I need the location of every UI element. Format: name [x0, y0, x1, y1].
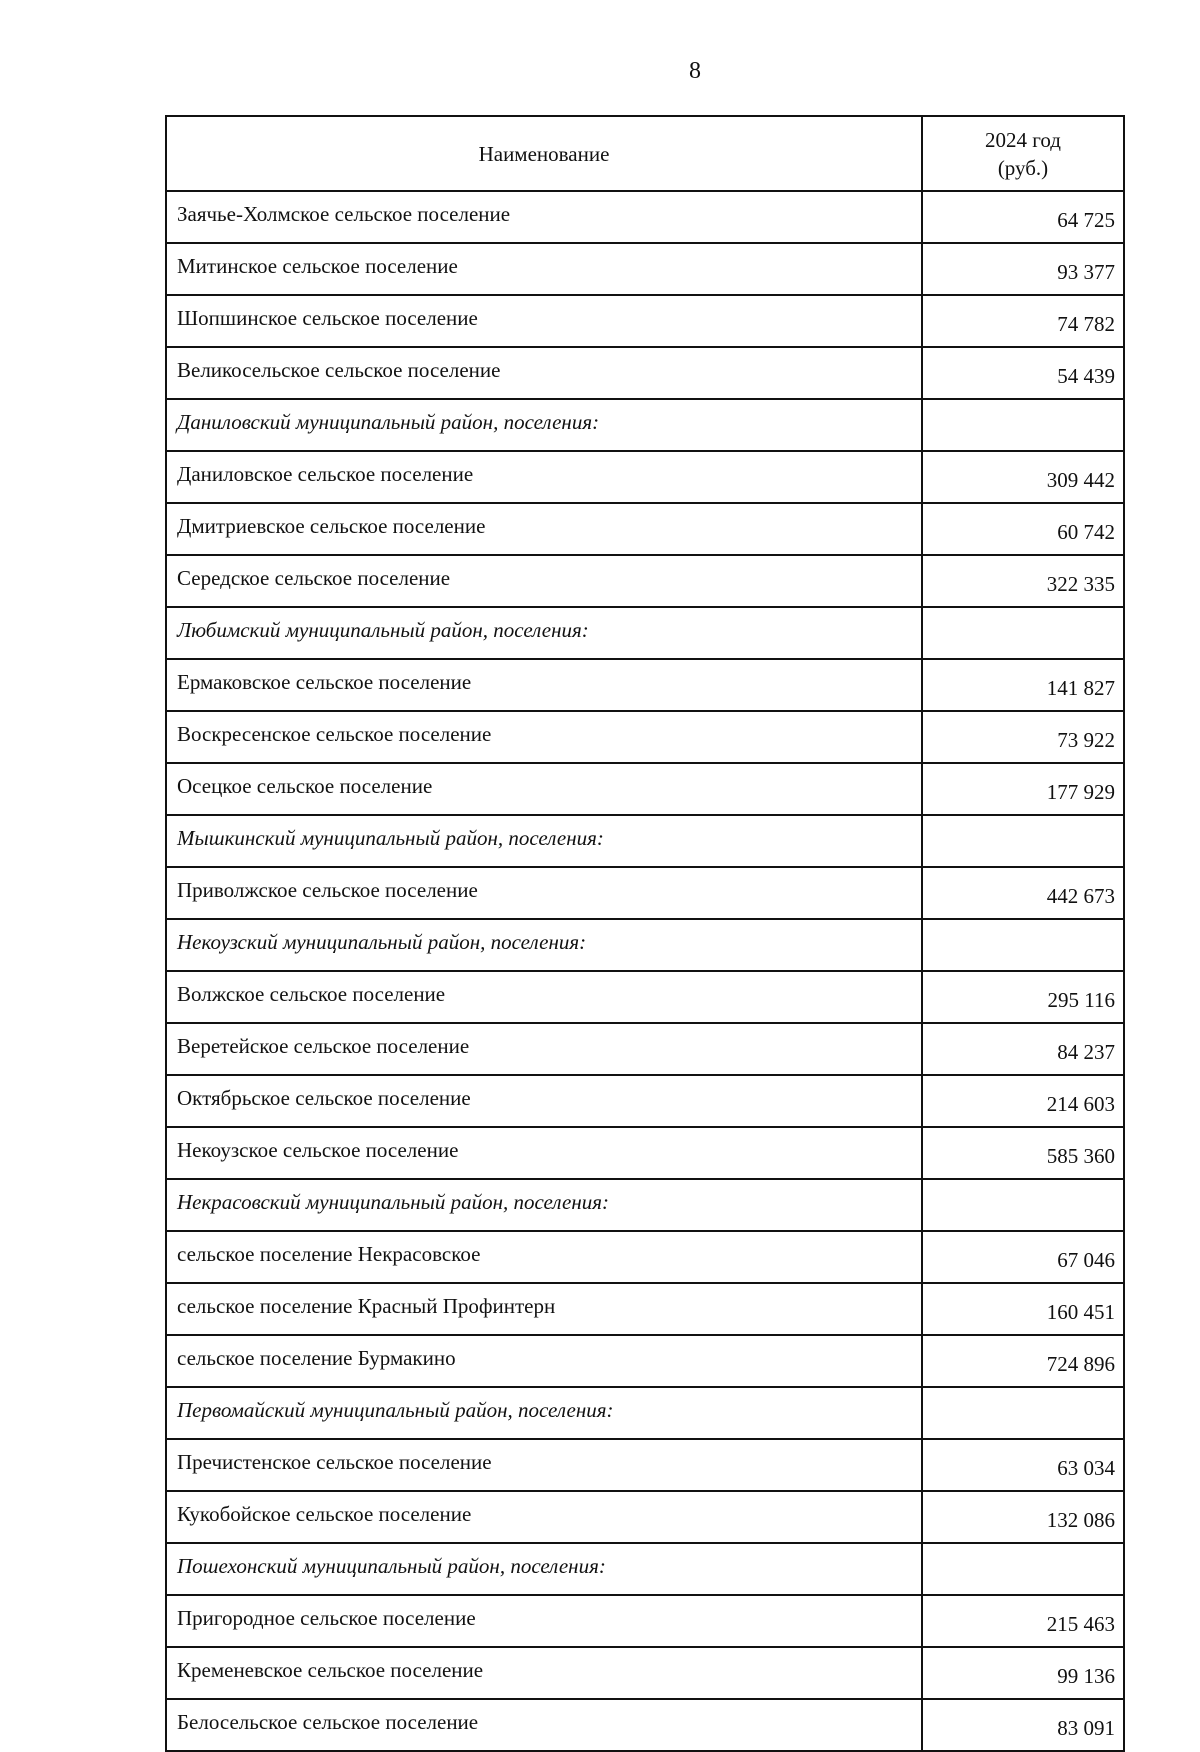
table-row: [166, 1335, 1124, 1387]
settlement-name: Волжское сельское поселение: [166, 971, 922, 1023]
amount-value: 64 725: [922, 191, 1124, 243]
amount-value: 74 782: [922, 295, 1124, 347]
table-row: [166, 191, 1124, 243]
amount-value: 67 046: [922, 1231, 1124, 1283]
table-body: [166, 191, 1124, 1751]
settlement-name: Кременевское сельское поселение: [166, 1647, 922, 1699]
district-row: [166, 1387, 1124, 1439]
settlement-name: Кукобойское сельское поселение: [166, 1491, 922, 1543]
table-row: [166, 555, 1124, 607]
district-row: [166, 815, 1124, 867]
amount-value: 177 929: [922, 763, 1124, 815]
amount-value: 83 091: [922, 1699, 1124, 1751]
settlement-name: Ермаковское сельское поселение: [166, 659, 922, 711]
amount-value: 309 442: [922, 451, 1124, 503]
amount-value: 295 116: [922, 971, 1124, 1023]
district-name: Даниловский муниципальный район, поселения:: [166, 399, 922, 451]
settlement-name: Пригородное сельское поселение: [166, 1595, 922, 1647]
amount-value: 322 335: [922, 555, 1124, 607]
settlement-name: Октябрьское сельское поселение: [166, 1075, 922, 1127]
table-row: [166, 1231, 1124, 1283]
table-row: [166, 503, 1124, 555]
district-name: Первомайский муниципальный район, поселения:: [166, 1387, 922, 1439]
amount-value: 63 034: [922, 1439, 1124, 1491]
amount-value: 60 742: [922, 503, 1124, 555]
district-row: [166, 1179, 1124, 1231]
column-header-year: [922, 116, 1124, 191]
amount-value: 84 237: [922, 1023, 1124, 1075]
amount-value: [922, 1179, 1124, 1231]
table-row: [166, 1023, 1124, 1075]
settlement-name: Пречистенское сельское поселение: [166, 1439, 922, 1491]
table-row: [166, 243, 1124, 295]
amount-value: 73 922: [922, 711, 1124, 763]
district-name: Любимский муниципальный район, поселения:: [166, 607, 922, 659]
settlement-name: сельское поселение Некрасовское: [166, 1231, 922, 1283]
district-row: [166, 1543, 1124, 1595]
amount-value: 141 827: [922, 659, 1124, 711]
district-row: [166, 919, 1124, 971]
district-row: [166, 399, 1124, 451]
settlement-name: Веретейское сельское поселение: [166, 1023, 922, 1075]
table-row: [166, 867, 1124, 919]
settlement-name: Митинское сельское поселение: [166, 243, 922, 295]
table-row: [166, 1439, 1124, 1491]
amount-value: 724 896: [922, 1335, 1124, 1387]
table-row: [166, 763, 1124, 815]
table-row: [166, 1699, 1124, 1751]
table-row: [166, 659, 1124, 711]
table-row: [166, 1075, 1124, 1127]
settlement-name: Заячье-Холмское сельское поселение: [166, 191, 922, 243]
settlement-name: Середское сельское поселение: [166, 555, 922, 607]
amount-value: 93 377: [922, 243, 1124, 295]
table-row: [166, 1127, 1124, 1179]
table-header-row: [166, 116, 1124, 191]
table-row: [166, 711, 1124, 763]
settlement-name: Даниловское сельское поселение: [166, 451, 922, 503]
settlement-name: Воскресенское сельское поселение: [166, 711, 922, 763]
page-number: 8: [689, 58, 701, 84]
table-row: [166, 971, 1124, 1023]
settlement-name: Осецкое сельское поселение: [166, 763, 922, 815]
amount-value: [922, 919, 1124, 971]
amount-value: [922, 399, 1124, 451]
amount-value: 214 603: [922, 1075, 1124, 1127]
settlement-name: Белосельское сельское поселение: [166, 1699, 922, 1751]
settlement-name: Шопшинское сельское поселение: [166, 295, 922, 347]
amount-value: 215 463: [922, 1595, 1124, 1647]
settlement-name: сельское поселение Бурмакино: [166, 1335, 922, 1387]
district-name: Мышкинский муниципальный район, поселения:: [166, 815, 922, 867]
table-row: [166, 451, 1124, 503]
amount-value: 54 439: [922, 347, 1124, 399]
district-name: Некоузский муниципальный район, поселения:: [166, 919, 922, 971]
budget-table: [165, 115, 1125, 1752]
column-header-name: Наименование: [166, 116, 922, 191]
district-name: Пошехонский муниципальный район, поселения:: [166, 1543, 922, 1595]
settlement-name: Некоузское сельское поселение: [166, 1127, 922, 1179]
amount-value: [922, 815, 1124, 867]
table-row: [166, 1491, 1124, 1543]
district-name: Некрасовский муниципальный район, поселения:: [166, 1179, 922, 1231]
table-row: [166, 347, 1124, 399]
settlement-name: Дмитриевское сельское поселение: [166, 503, 922, 555]
amount-value: 132 086: [922, 1491, 1124, 1543]
settlement-name: сельское поселение Красный Профинтерн: [166, 1283, 922, 1335]
table-row: [166, 1595, 1124, 1647]
column-header-unit: (руб.): [997, 155, 1049, 180]
amount-value: [922, 1543, 1124, 1595]
column-header-year-label: 2024 год: [985, 127, 1061, 152]
table-row: [166, 1647, 1124, 1699]
amount-value: 442 673: [922, 867, 1124, 919]
amount-value: [922, 607, 1124, 659]
amount-value: [922, 1387, 1124, 1439]
table-row: [166, 1283, 1124, 1335]
district-row: [166, 607, 1124, 659]
table-row: [166, 295, 1124, 347]
settlement-name: Приволжское сельское поселение: [166, 867, 922, 919]
amount-value: 585 360: [922, 1127, 1124, 1179]
settlement-name: Великосельское сельское поселение: [166, 347, 922, 399]
amount-value: 160 451: [922, 1283, 1124, 1335]
amount-value: 99 136: [922, 1647, 1124, 1699]
